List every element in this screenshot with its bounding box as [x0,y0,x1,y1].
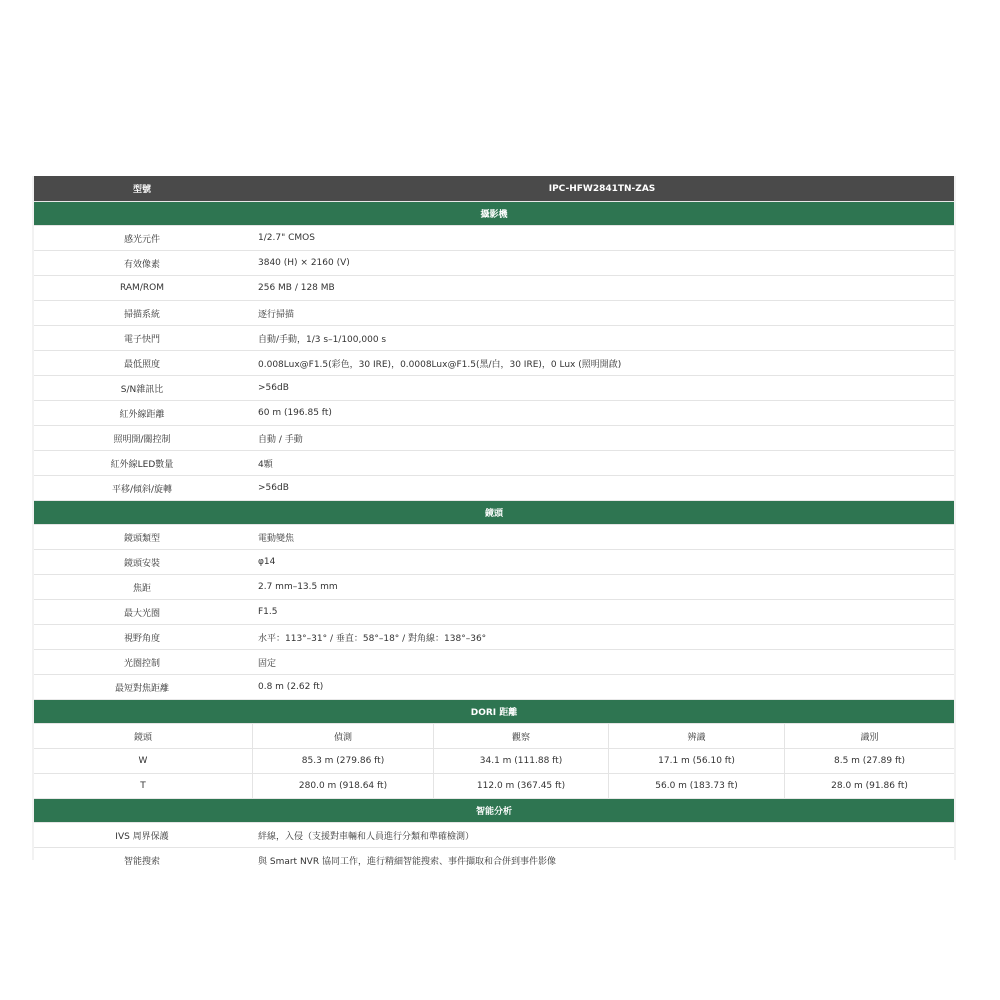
table-row [34,275,954,300]
section-dori-title: DORI 距離 [34,699,954,723]
dori-cell: 280.0 m (918.64 ft) [253,774,434,798]
dori-cell: 112.0 m (367.45 ft) [434,774,609,798]
row-label: 最大光圈 [123,608,160,619]
spec-table-body [34,176,954,872]
table-row [34,225,954,250]
row-label: 最低照度 [123,359,160,370]
table-row [34,624,954,649]
row-label: RAM/ROM [120,283,164,293]
dori-header-cell: 鏡頭 [34,724,253,748]
dori-cell: 28.0 m (91.86 ft) [831,781,908,791]
row-label: 鏡頭安裝 [123,558,160,569]
row-value: 4顆 [258,459,273,470]
row-value: >56dB [258,483,289,493]
section-smart-title: 智能分析 [34,798,954,822]
row-value: 0.8 m (2.62 ft) [258,682,324,692]
table-row [34,574,954,599]
table-row [34,300,954,325]
row-label: 視野角度 [123,633,160,644]
table-row [34,599,954,624]
row-value: 自動 / 手動 [258,434,303,445]
dori-cell: 17.1 m (56.10 ft) [609,749,785,773]
section-camera-title: 攝影機 [34,201,954,225]
row-label: 紅外線距離 [119,409,165,420]
dori-row [34,748,954,773]
row-label: IVS 周界保護 [115,831,169,842]
row-label: 掃描系統 [123,309,160,320]
dori-cell: 56.0 m (183.73 ft) [609,774,785,798]
row-value: 1/2.7" CMOS [258,233,315,243]
row-value: 水平：113°–31° / 垂直：58°–18° / 對角線：138°–36° [258,633,487,644]
model-label: 型號 [132,185,151,195]
table-row [34,674,954,699]
table-row [34,450,954,475]
section-lens-title: 鏡頭 [34,500,954,524]
row-value: 60 m (196.85 ft) [258,408,332,418]
dori-header-cell: 辨識 [609,724,785,748]
row-value: 與 Smart NVR 協同工作，進行精細智能搜索、事件擷取和合併到事件影像 [258,856,556,867]
table-row [34,425,954,450]
row-value: 絆線，入侵（支援對車輛和人員進行分類和準確檢測） [258,831,475,842]
row-label: 感光元件 [123,234,160,245]
table-row [34,847,954,872]
row-label: 照明開/關控制 [113,434,171,445]
table-row [34,524,954,549]
row-value: 0.008Lux@F1.5(彩色，30 IRE)，0.0008Lux@F1.5(黑/白，30 IRE)，0 Lux (照明開啟) [258,359,622,370]
dori-header-cell: 偵測 [253,724,434,748]
dori-header-cell: 觀察 [434,724,609,748]
row-value: 自動/手動，1/3 s–1/100,000 s [258,334,387,345]
dori-cell: T [34,774,253,798]
dori-cell: 85.3 m (279.86 ft) [253,749,434,773]
row-label: 平移/傾斜/旋轉 [111,484,173,495]
row-label: 最短對焦距離 [114,683,169,694]
row-label: 焦距 [132,583,151,594]
table-row [34,350,954,375]
row-value: 逐行掃描 [258,309,295,320]
row-value: 電動變焦 [258,533,295,544]
row-label: 鏡頭類型 [123,533,160,544]
dori-cell: 34.1 m (111.88 ft) [434,749,609,773]
dori-header-row [34,723,954,748]
dori-cell: 8.5 m (27.89 ft) [834,756,905,766]
row-label: 電子快門 [123,334,160,345]
table-row [34,375,954,400]
table-row [34,400,954,425]
table-row [34,649,954,674]
row-label: 智能搜索 [123,856,160,867]
model-header-row [34,176,954,201]
table-row [34,250,954,275]
dori-row [34,773,954,798]
row-value: 3840 (H) × 2160 (V) [258,258,350,268]
row-label: 光圈控制 [123,658,160,669]
model-value: IPC-HFW2841TN-ZAS [548,183,656,194]
row-label: 紅外線LED數量 [110,459,174,470]
dori-cell: W [34,749,253,773]
table-row [34,822,954,847]
table-row [34,475,954,500]
row-value: 2.7 mm–13.5 mm [258,582,338,592]
row-label: 有效像素 [123,259,160,270]
spec-table [32,176,956,867]
table-row [34,549,954,574]
table-row [34,325,954,350]
dori-header-cell: 識別 [860,732,879,743]
row-value: 固定 [258,658,277,669]
row-label: S/N雜訊比 [120,384,164,395]
row-value: >56dB [258,383,289,393]
row-value: φ14 [258,557,276,567]
row-value: 256 MB / 128 MB [258,283,335,293]
row-value: F1.5 [258,607,278,617]
